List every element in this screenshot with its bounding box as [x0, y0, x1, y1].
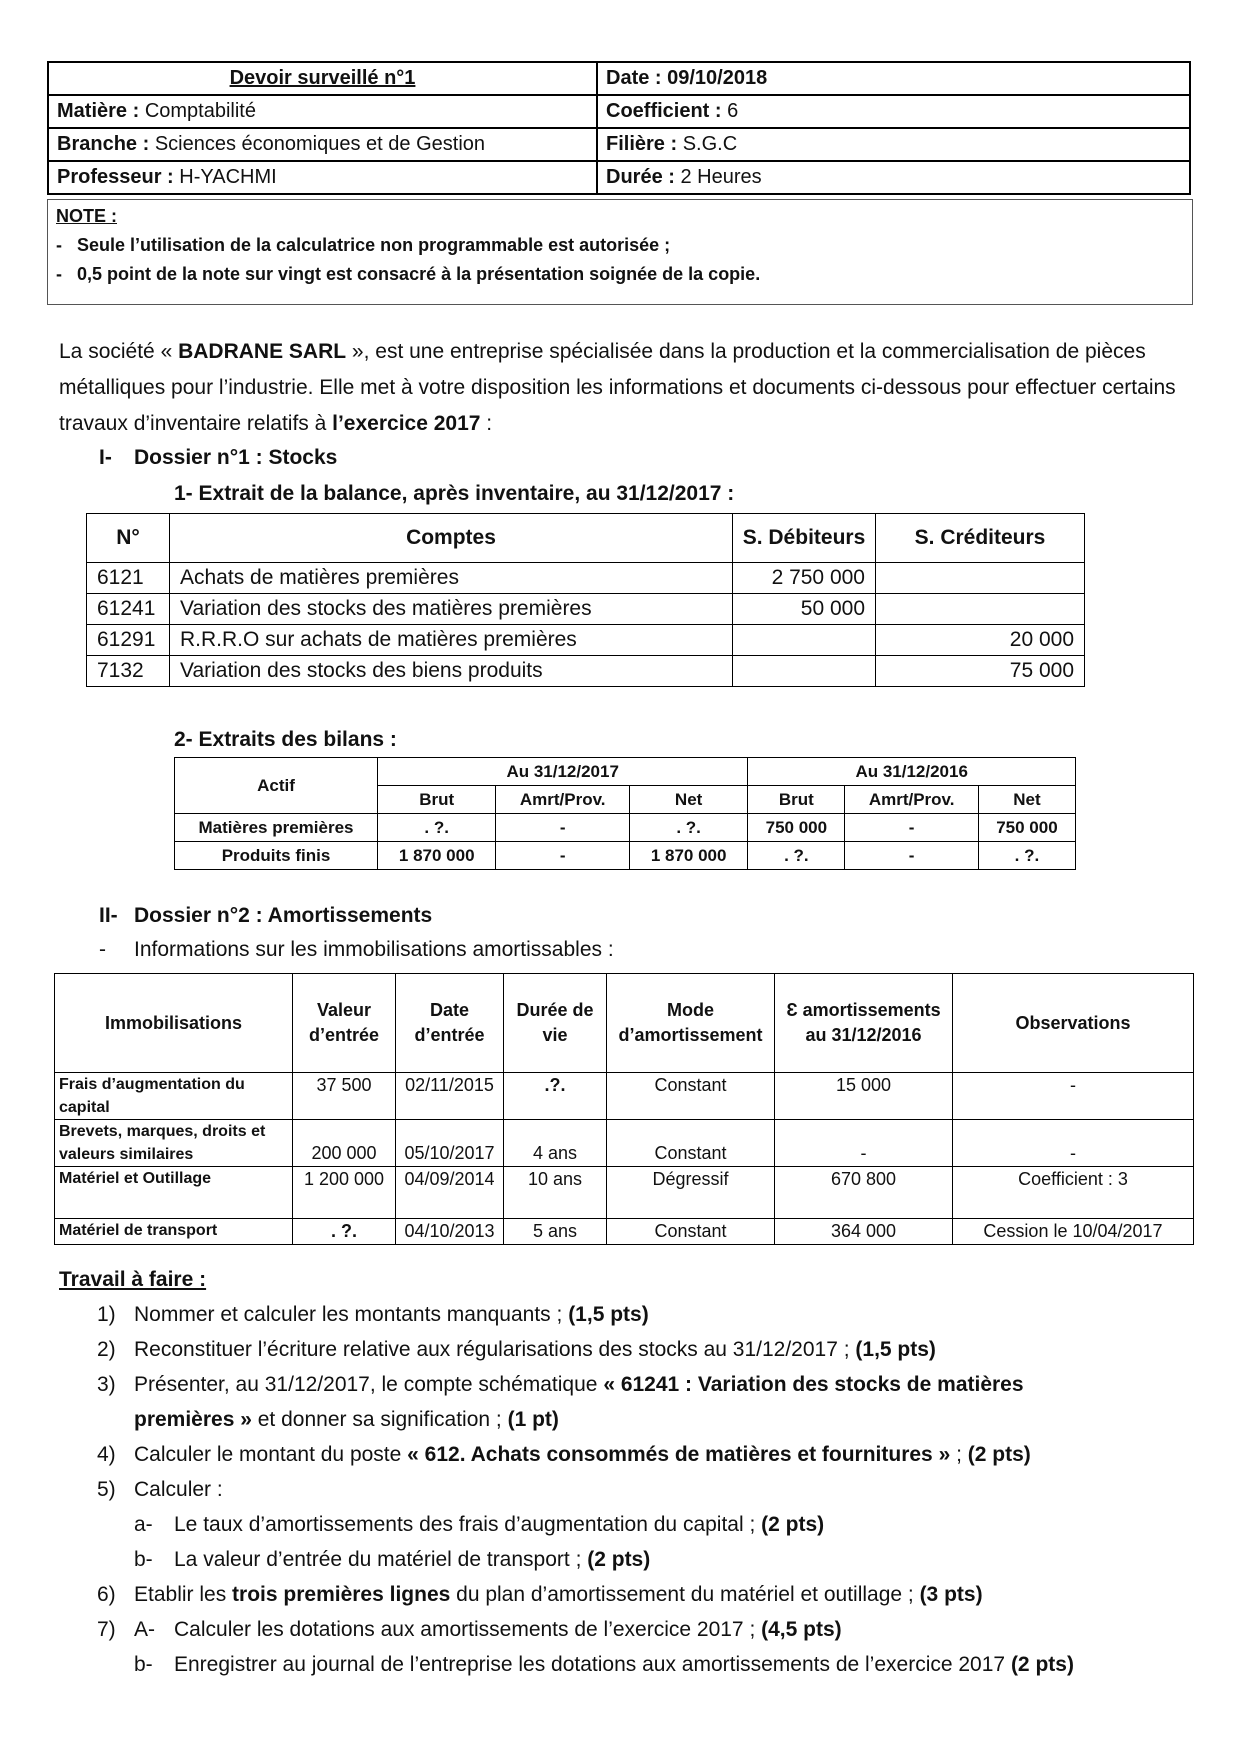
immo-cell: 02/11/2015: [396, 1073, 504, 1120]
account-number: 6121: [87, 563, 170, 594]
info-line: Informations sur les immobilisations amortissables :: [134, 938, 614, 961]
col-header: Ɛ amortissements au 31/12/2016: [775, 974, 953, 1073]
account-number: 7132: [87, 656, 170, 687]
credit-value: 20 000: [876, 625, 1085, 656]
q-points: (2 pts): [1010, 1653, 1074, 1676]
question-7a: [174, 1618, 842, 1642]
q-text: Enregistrer au journal de l’entreprise les dotations aux amortissements de l’exercice 2017: [174, 1653, 1011, 1676]
table-row: [87, 563, 1085, 594]
note-box: [47, 199, 1193, 305]
exam-date: Date : 09/10/2018: [597, 62, 1190, 95]
bilan-cell: 1 870 000: [629, 842, 747, 870]
bilan-cell: . ?.: [748, 842, 845, 870]
q-points: (2 pts): [967, 1443, 1031, 1466]
col-header: Durée de vie: [504, 974, 607, 1073]
q-text-bold: premières »: [134, 1408, 252, 1431]
period-2017-header: Au 31/12/2017: [378, 758, 748, 786]
immo-name: Frais d’augmentation du capital: [55, 1073, 293, 1120]
bilan-cell: . ?.: [629, 814, 747, 842]
bilan-cell: -: [845, 842, 979, 870]
duree-value: 2 Heures: [680, 166, 762, 188]
q-text-bold: « 612. Achats consommés de matières et fournitures »: [407, 1443, 951, 1466]
q-text: Nommer et calculer les montants manquants ;: [134, 1303, 569, 1326]
immo-cell: 364 000: [775, 1219, 953, 1245]
col-header: Net: [629, 786, 747, 814]
table-row: [55, 1167, 1194, 1219]
account-name: Variation des stocks des biens produits: [170, 656, 733, 687]
immo-cell: -: [953, 1120, 1194, 1167]
intro-text: La société «: [59, 340, 179, 363]
bilan-item-label: Matières premières: [175, 814, 378, 842]
bilan-cell: 1 870 000: [378, 842, 496, 870]
table-row: [175, 814, 1076, 842]
q-text: Reconstituer l’écriture relative aux régularisations des stocks au 31/12/2017 ;: [134, 1338, 856, 1361]
q-number: a-: [134, 1513, 153, 1536]
q-text: La valeur d’entrée du matériel de transport ;: [174, 1548, 588, 1571]
immo-name: Matériel et Outillage: [55, 1167, 293, 1219]
q-text: Le taux d’amortissements des frais d’augmentation du capital ;: [174, 1513, 762, 1536]
col-header: Observations: [953, 974, 1194, 1073]
immo-cell: 670 800: [775, 1167, 953, 1219]
info-dash: -: [99, 938, 106, 961]
debit-value: 2 750 000: [733, 563, 876, 594]
table-row: [175, 842, 1076, 870]
exercice-year: l’exercice 2017: [332, 412, 481, 435]
account-name: Achats de matières premières: [170, 563, 733, 594]
immo-cell: 10 ans: [504, 1167, 607, 1219]
note-item: - Seule l’utilisation de la calculatrice non programmable est autorisée ;: [56, 235, 671, 255]
immo-cell: -: [775, 1120, 953, 1167]
col-header: Net: [978, 786, 1075, 814]
bilan-cell: -: [845, 814, 979, 842]
col-header: Brut: [748, 786, 845, 814]
period-2016-header: Au 31/12/2016: [748, 758, 1076, 786]
account-name: Variation des stocks des matières premières: [170, 594, 733, 625]
col-header: S. Créditeurs: [876, 514, 1085, 563]
immo-name: Brevets, marques, droits et valeurs similaires: [55, 1120, 293, 1167]
matiere-cell: [48, 95, 597, 128]
q-text: Calculer les dotations aux amortissements de l’exercice 2017 ;: [174, 1618, 762, 1641]
dossier1-title: Dossier n°1 : Stocks: [134, 446, 338, 469]
question-5: Calculer :: [134, 1478, 223, 1501]
col-header: Amrt/Prov.: [496, 786, 630, 814]
bilan-cell: -: [496, 814, 630, 842]
col-header: S. Débiteurs: [733, 514, 876, 563]
immo-cell: Constant: [607, 1120, 775, 1167]
debit-value: [733, 656, 876, 687]
immo-cell: 4 ans: [504, 1120, 607, 1167]
q-text: Etablir les: [134, 1583, 233, 1606]
question-1: [134, 1303, 649, 1327]
col-header: Valeur d’entrée: [293, 974, 396, 1073]
branche-value: Sciences économiques et de Gestion: [154, 133, 486, 155]
question-6: [134, 1583, 983, 1607]
q-text: Calculer le montant du poste: [134, 1443, 408, 1466]
q-text: du plan d’amortissement du matériel et outillage ;: [450, 1583, 920, 1606]
q-number: 1): [97, 1303, 116, 1326]
note-item-text: Seule l’utilisation de la calculatrice non programmable est autorisée ;: [77, 235, 671, 255]
immo-cell: 1 200 000: [293, 1167, 396, 1219]
bilan-cell: . ?.: [378, 814, 496, 842]
bilan-table: [174, 757, 1076, 870]
immo-cell: -: [953, 1073, 1194, 1120]
bilan-subtitle: 2- Extraits des bilans :: [174, 728, 397, 751]
table-row: [87, 656, 1085, 687]
immo-cell: Cession le 10/04/2017: [953, 1219, 1194, 1245]
q-number: 2): [97, 1338, 116, 1361]
col-header: Immobilisations: [55, 974, 293, 1073]
debit-value: 50 000: [733, 594, 876, 625]
exam-header-table: [47, 61, 1191, 195]
account-number: 61241: [87, 594, 170, 625]
coef-value: 6: [727, 100, 739, 122]
q-text: ;: [950, 1443, 968, 1466]
matiere-value: Comptabilité: [144, 100, 256, 122]
filiere-value: S.G.C: [682, 133, 738, 155]
col-header: Comptes: [170, 514, 733, 563]
dossier2-title: Dossier n°2 : Amortissements: [134, 904, 433, 927]
note-item: - 0,5 point de la note sur vingt est consacré à la présentation soignée de la copie.: [56, 264, 761, 284]
col-header: Date d’entrée: [396, 974, 504, 1073]
immo-cell: .?.: [504, 1073, 607, 1120]
q-text-bold: trois premières lignes: [232, 1583, 451, 1606]
credit-value: 75 000: [876, 656, 1085, 687]
bilan-cell: 750 000: [748, 814, 845, 842]
prof-cell: [48, 161, 597, 194]
intro-text: :: [480, 412, 493, 435]
prof-value: H-YACHMI: [179, 166, 277, 188]
branche-cell: [48, 128, 597, 161]
q-number: 5): [97, 1478, 116, 1501]
q-points: (1,5 pts): [568, 1303, 649, 1326]
immo-cell: 05/10/2017: [396, 1120, 504, 1167]
question-7b: [174, 1653, 1074, 1677]
intro-paragraph: [59, 334, 1189, 442]
question-5b: [174, 1548, 650, 1572]
question-3-cont: [134, 1408, 559, 1432]
work-title: Travail à faire :: [59, 1268, 207, 1291]
immo-cell: Constant: [607, 1219, 775, 1245]
debit-value: [733, 625, 876, 656]
immo-cell: . ?.: [293, 1219, 396, 1245]
q-number: 3): [97, 1373, 116, 1396]
note-item-text: 0,5 point de la note sur vingt est consacré à la présentation soignée de la copie.: [77, 264, 761, 284]
bilan-cell: . ?.: [978, 842, 1075, 870]
q-points: (3 pts): [919, 1583, 983, 1606]
col-header: Mode d’amortissement: [607, 974, 775, 1073]
filiere-cell: [597, 128, 1190, 161]
immo-cell: 37 500: [293, 1073, 396, 1120]
table-row: [55, 1120, 1194, 1167]
duree-cell: [597, 161, 1190, 194]
table-row: [87, 625, 1085, 656]
coef-cell: [597, 95, 1190, 128]
q-points: (4,5 pts): [761, 1618, 842, 1641]
q-number: b-: [134, 1548, 153, 1571]
credit-value: [876, 594, 1085, 625]
q-number: b-: [134, 1653, 153, 1676]
note-title: NOTE :: [56, 206, 117, 226]
question-4: [134, 1443, 1031, 1467]
q-number: 4): [97, 1443, 116, 1466]
q-text-bold: « 61241 : Variation des stocks de matières: [603, 1373, 1024, 1396]
question-2: [134, 1338, 936, 1362]
matiere-label: Matière :: [57, 100, 140, 122]
immo-cell: 04/09/2014: [396, 1167, 504, 1219]
col-header: N°: [87, 514, 170, 563]
exam-title: Devoir surveillé n°1: [48, 62, 597, 95]
immo-cell: Dégressif: [607, 1167, 775, 1219]
table-row: [55, 1073, 1194, 1120]
actif-header: Actif: [175, 758, 378, 814]
duree-label: Durée :: [606, 166, 675, 188]
q-text: Présenter, au 31/12/2017, le compte schématique: [134, 1373, 604, 1396]
company-name: BADRANE SARL: [178, 340, 347, 363]
q-number: 7): [97, 1618, 116, 1641]
table-row: [55, 1219, 1194, 1245]
q-text: et donner sa signification ;: [251, 1408, 508, 1431]
coef-label: Coefficient :: [606, 100, 722, 122]
q-number: 6): [97, 1583, 116, 1606]
prof-label: Professeur :: [57, 166, 174, 188]
filiere-label: Filière :: [606, 133, 678, 155]
bilan-cell: 750 000: [978, 814, 1075, 842]
question-5a: [174, 1513, 824, 1537]
immo-cell: Constant: [607, 1073, 775, 1120]
balance-table: [86, 513, 1085, 687]
dossier1-num: I-: [99, 446, 112, 469]
q-number: A-: [134, 1618, 155, 1641]
balance-subtitle: 1- Extrait de la balance, après inventaire, au 31/12/2017 :: [174, 482, 735, 505]
immo-cell: 04/10/2013: [396, 1219, 504, 1245]
q-points: (1 pt): [507, 1408, 559, 1431]
immo-cell: 15 000: [775, 1073, 953, 1120]
table-row: [87, 594, 1085, 625]
account-name: R.R.R.O sur achats de matières premières: [170, 625, 733, 656]
bilan-cell: -: [496, 842, 630, 870]
intro-text: », est une entreprise spécialisée dans la production et la commercialisation de pièces métalliques pour l’industrie. Elle met à votre disposition les informations et documents ci-dessous pour effectuer certains travaux d’inventaire relatifs à: [59, 340, 1176, 435]
q-points: (2 pts): [587, 1548, 651, 1571]
dossier2-num: II-: [99, 904, 118, 927]
question-3: [134, 1373, 1024, 1397]
credit-value: [876, 563, 1085, 594]
immo-cell: Coefficient : 3: [953, 1167, 1194, 1219]
bilan-item-label: Produits finis: [175, 842, 378, 870]
q-points: (1,5 pts): [855, 1338, 936, 1361]
immo-cell: 200 000: [293, 1120, 396, 1167]
immobilisations-table: [54, 973, 1194, 1245]
col-header: Amrt/Prov.: [845, 786, 979, 814]
immo-cell: 5 ans: [504, 1219, 607, 1245]
branche-label: Branche :: [57, 133, 150, 155]
account-number: 61291: [87, 625, 170, 656]
immo-name: Matériel de transport: [55, 1219, 293, 1245]
col-header: Brut: [378, 786, 496, 814]
q-points: (2 pts): [761, 1513, 825, 1536]
